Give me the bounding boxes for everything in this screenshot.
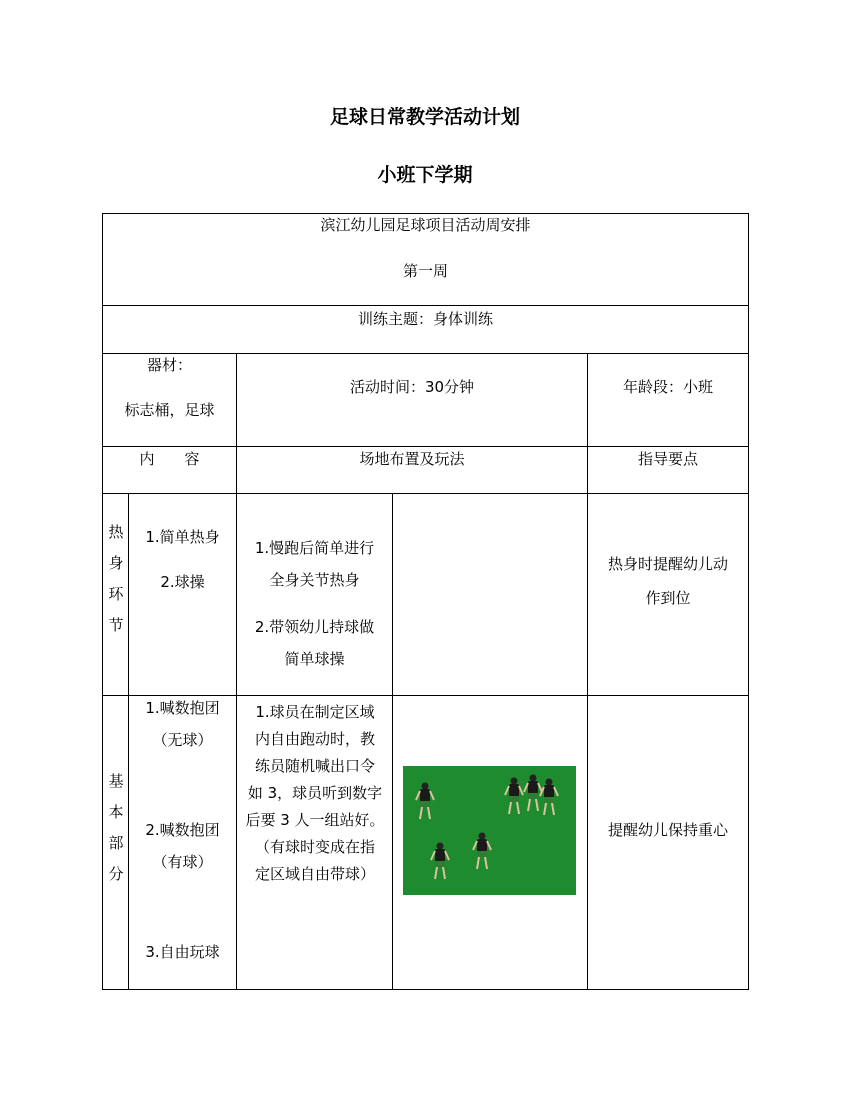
- basic-play-line: 如 3，球员听到数字: [247, 784, 383, 802]
- table-border-bottom: [102, 989, 749, 990]
- equipment-value: 标志桶，足球: [124, 401, 215, 419]
- basic-play-line: 定区域自由带球）: [254, 865, 375, 883]
- warmup-points-a: 热身时提醒幼儿动: [607, 555, 728, 573]
- equipment-label: 器材：: [146, 356, 192, 374]
- warmup-item-2: 2.球操: [160, 573, 205, 591]
- section-label-char: 身: [108, 554, 124, 572]
- column-divider: [392, 493, 393, 990]
- row-divider: [102, 446, 749, 447]
- section-label-char: 基: [108, 772, 124, 790]
- row-divider: [102, 305, 749, 306]
- age-group: 年龄段：小班: [622, 378, 713, 396]
- section-label-char: 环: [108, 585, 124, 603]
- document-title: 足球日常教学活动计划: [329, 106, 520, 128]
- basic-item-1b: （无球）: [152, 731, 213, 749]
- basic-play-line: 练员随机喊出口令: [254, 757, 375, 775]
- warmup-play-1b: 全身关节热身: [269, 571, 360, 589]
- section-label-char: 节: [108, 616, 124, 634]
- table-border-right: [748, 213, 749, 990]
- basic-play-line: 后要 3 人一组站好。: [245, 811, 385, 829]
- basic-item-2b: （有球）: [152, 853, 213, 871]
- basic-play-line: 1.球员在制定区域: [255, 703, 375, 721]
- warmup-section-label: [104, 517, 128, 641]
- column-header-layout: 场地布置及玩法: [359, 450, 465, 468]
- column-header-points: 指导要点: [637, 450, 698, 468]
- section-label-char: 本: [108, 803, 124, 821]
- training-theme: 训练主题：身体训练: [357, 310, 493, 328]
- activity-time: 活动时间：30分钟: [349, 378, 475, 396]
- week-label: 第一周: [402, 262, 448, 280]
- warmup-item-1: 1.简单热身: [145, 528, 220, 546]
- basic-item-1a: 1.喊数抱团: [145, 699, 220, 717]
- basic-item-3: 3.自由玩球: [145, 943, 220, 961]
- warmup-play-2b: 简单球操: [284, 650, 345, 668]
- row-divider: [102, 493, 749, 494]
- warmup-play-2a: 2.带领幼儿持球做: [254, 618, 375, 636]
- football-drill-illustration: [403, 766, 576, 895]
- document-subtitle: 小班下学期: [377, 164, 473, 186]
- basic-play-line: （有球时变成在指: [254, 838, 375, 856]
- basic-points: 提醒幼儿保持重心: [607, 821, 728, 839]
- column-header-content: 内 容: [139, 450, 200, 468]
- warmup-points-b: 作到位: [645, 589, 691, 607]
- basic-section-label: [104, 766, 128, 890]
- section-label-char: 部: [108, 834, 124, 852]
- basic-item-2a: 2.喊数抱团: [145, 821, 220, 839]
- warmup-play-1a: 1.慢跑后简单进行: [254, 539, 375, 557]
- basic-play-line: 内自由跑动时，教: [254, 730, 375, 748]
- section-label-char: 热: [108, 523, 124, 541]
- school-heading: 滨江幼儿园足球项目活动周安排: [320, 216, 531, 234]
- section-label-char: 分: [108, 865, 124, 883]
- row-divider: [102, 695, 749, 696]
- basic-play-description: [238, 699, 392, 888]
